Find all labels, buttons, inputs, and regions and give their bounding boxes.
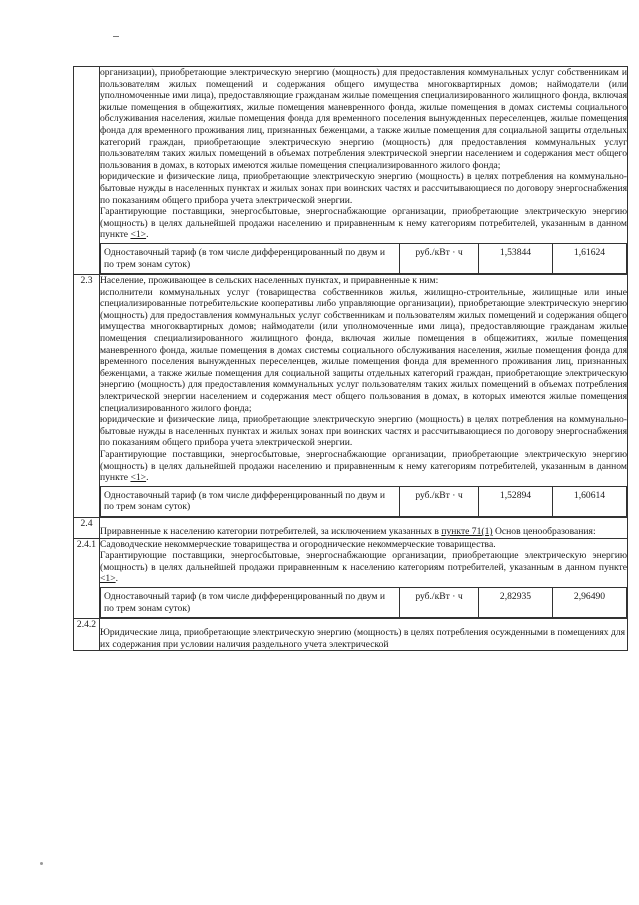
scan-dot <box>40 862 43 865</box>
reference-link[interactable]: пункте 71(1) <box>441 525 493 537</box>
paragraph: исполнители коммунальных услуг (товарищества собственников жилья, жилищно-строительные, жилищные или иные специализированные потребительские кооперативы либо управляющие организации), приобретающие электрическую энергию (мощность) для предоставления коммунальных услуг собственникам и пользователям жилых помещений и содержания общего имущества многоквартирных домов; наймодатели (или уполномоченные ими лица), предоставляющие гражданам жилые помещения специализированного жилищного фонда, включая жилые помещения в общежитиях, жилые помещения маневренного фонда, жилые помещения в домах системы социального обслуживания населения, жилые помещения фонда для временного поселения вынужденных переселенцев, жилые помещения фонда для временного проживания лиц, признанных беженцами, а также жилые помещения для социальной защиты отдельных категорий граждан, приобретающие электрическую энергию (мощность) для предоставления коммунальных услуг пользователям таких жилых помещений в объемах потребления электрической энергии населением и содержания мест общего пользования в домах, в которых имеются жилые помещения специализированного жилого фонда; <box>100 286 627 414</box>
paragraph: Гарантирующие поставщики, энергосбытовые, энергоснабжающие организации, приобретающие электрическую энергию (мощность) в целях дальнейшей продажи населению и приравненным к нему категориям потребителей, указанным в данном пункте <1>. <box>100 206 627 241</box>
tariff-value-h2: 1,60614 <box>553 486 627 516</box>
row-number: 2.4.2 <box>74 619 100 651</box>
row-number: 2.4.1 <box>74 538 100 619</box>
tariff-table <box>100 243 627 274</box>
paragraph: Гарантирующие поставщики, энергосбытовые, энергоснабжающие организации, приобретающие электрическую энергию (мощность) в целях дальнейшей продажи приравненным к населению категориям потребителей, указанным в данном пункте <1>. <box>100 550 627 585</box>
paragraph: Юридические лица, приобретающие электрическую энергию (мощность) в целях потребления осужденными в помещениях для их содержания при условии наличия раздельного учета электрической <box>100 627 626 650</box>
tariff-value-h1: 1,52894 <box>479 486 553 516</box>
row-continued <box>74 67 628 275</box>
footnote-link[interactable]: <1> <box>130 472 147 484</box>
tariff-table <box>100 486 627 517</box>
paragraph: юридические и физические лица, приобретающие электрическую энергию (мощность) в целях потребления на коммунально-бытовые нужды в населенных пунктах и жилых зонах при воинских частях и рассчитывающиеся по договору энергоснабжения по показаниям общего прибора учета электрической энергии. <box>100 414 627 449</box>
tariff-label: Одноставочный тариф (в том числе дифференцированный по двум и по трем зонам суток) <box>101 587 400 617</box>
tariff-table <box>100 587 627 618</box>
tariff-value-h1: 2,82935 <box>479 587 553 617</box>
row-body <box>100 538 628 619</box>
paragraph: организации), приобретающие электрическую энергию (мощность) для предоставления коммунальных услуг собственникам и пользователям жилых помещений и содержания общего имущества многоквартирных домов; наймодатели (или уполномоченные ими лица), предоставляющие гражданам жилые помещения специализированного жилищного фонда, включая жилые помещения в общежитиях, жилые помещения маневренного фонда, жилые помещения в домах системы социального обслуживания населения, жилые помещения фонда для временного поселения вынужденных переселенцев, жилые помещения фонда для временного проживания лиц, признанных беженцами, а также жилые помещения для социальной защиты отдельных категорий граждан, приобретающие электрическую энергию (мощность) для предоставления коммунальных услуг пользователям таких жилых помещений в объемах потребления электрической энергии населением и содержания мест общего пользования в домах, в которых имеются жилые помещения специализированного жилого фонда; <box>100 67 627 171</box>
footnote-link[interactable]: <1> <box>100 573 116 585</box>
row-number: 2.4 <box>74 517 100 538</box>
row-number: 2.3 <box>74 275 100 518</box>
footnote-link[interactable]: <1> <box>130 229 147 241</box>
row-number-empty <box>74 67 100 275</box>
tariff-value-h2: 2,96490 <box>553 587 627 617</box>
tariff-label: Одноставочный тариф (в том числе дифференцированный по двум и по трем зонам суток) <box>101 243 400 273</box>
row-body <box>100 517 628 538</box>
row-2-3 <box>74 275 628 518</box>
row-2-4-1 <box>74 538 628 619</box>
tariff-value-h1: 1,53844 <box>479 243 553 273</box>
paragraph: юридические и физические лица, приобретающие электрическую энергию (мощность) в целях потребления на коммунально-бытовые нужды в населенных пунктах и жилых зонах при воинских частях и рассчитывающиеся по договору энергоснабжения по показаниям общего прибора учета электрической энергии. <box>100 171 627 206</box>
row-body <box>100 275 628 518</box>
paragraph: Гарантирующие поставщики, энергосбытовые, энергоснабжающие организации, приобретающие электрическую энергию (мощность) в целях дальнейшей продажи населению и приравненным к нему категориям потребителей, указанным в данном пункте <1>. <box>100 449 627 484</box>
section-heading: Население, проживающее в сельских населенных пунктах, и приравненные к ним: <box>100 275 439 287</box>
tariff-unit: руб./кВт · ч <box>400 486 479 516</box>
scan-mark <box>113 36 119 37</box>
tariff-document-table <box>73 66 628 651</box>
tariff-unit: руб./кВт · ч <box>400 243 479 273</box>
paragraph: Приравненные к населению категории потребителей, за исключением указанных в пункте 71(1) Основ ценообразования: <box>100 525 596 537</box>
row-body <box>100 67 628 275</box>
row-body <box>100 619 628 651</box>
row-2-4 <box>74 517 628 538</box>
section-heading: Садоводческие некоммерческие товарищества и огороднические некоммерческие товарищества. <box>100 538 496 550</box>
tariff-value-h2: 1,61624 <box>553 243 627 273</box>
tariff-unit: руб./кВт · ч <box>400 587 479 617</box>
tariff-label: Одноставочный тариф (в том числе дифференцированный по двум и по трем зонам суток) <box>101 486 400 516</box>
row-2-4-2 <box>74 619 628 651</box>
